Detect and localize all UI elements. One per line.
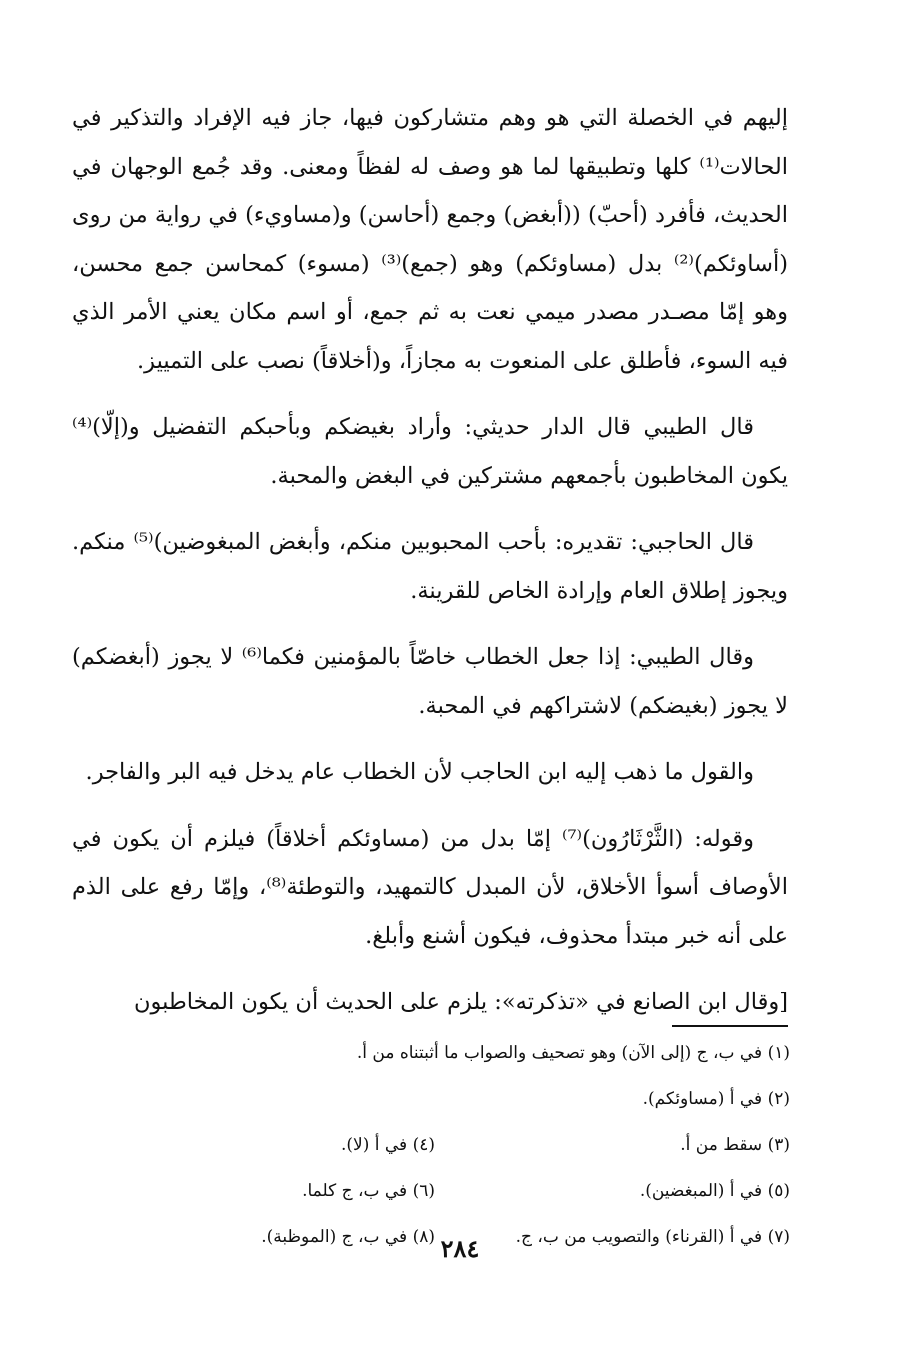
footnote-3: (٣) سقط من أ.: [680, 1135, 790, 1155]
paragraph-3: قال الحاجبي: تقديره: بأحب المحبوبين منكم، وأبغض المبغوضين)⁽⁵⁾ منكم. ويجوز إطلاق العام وإرادة الخاص للقرينة.: [72, 529, 788, 604]
footnote-row-5-6: [80, 1168, 790, 1214]
footnote-1: (١) في ب، ج (إلى الآن) وهو تصحيف والصواب ما أثبتناه من أ.: [356, 1043, 790, 1063]
main-text: [72, 94, 788, 1045]
footnote-7: (٧) في أ (القرناء) والتصويب من ب، ج.: [515, 1227, 790, 1247]
paragraph-5: والقول ما ذهب إليه ابن الحاجب لأن الخطاب عام يدخل فيه البر والفاجر.: [85, 759, 754, 785]
footnote-separator: [672, 1025, 788, 1027]
paragraph-1: إليهم في الخصلة التي هو وهم متشاركون فيها، جاز فيه الإفراد والتذكير في الحالات⁽¹⁾ كلها وتطبيقها لما هو وصف له لفظاً ومعنى. وقد جُمع الوجهان في الحديث، فأفرد (أحبّ) ((أبغض) وجمع (أحاسن) و(مساويء) في رواية من روى (أساوئكم)⁽²⁾ بدل (مساوئكم) وهو (جمع)⁽³⁾ (مسوء) كمحاسن جمع محسن، وهو إمّا مصـدر مصدر ميمي نعت به ثم جمع، أو اسم مكان يعني الأمر الذي فيه السوء، فأطلق على المنعوت به مجازاً، و(أخلاقاً) نصب على التمييز.: [72, 105, 788, 374]
paragraph-4: وقال الطيبي: إذا جعل الخطاب خاصّاً بالمؤمنين فكما⁽⁶⁾ لا يجوز (أبغضكم) لا يجوز (بغيضكم) لاشتراكهم في المحبة.: [72, 644, 788, 719]
paragraph-2: قال الطيبي قال الدار حديثي: وأراد بغيضكم وبأحبكم التفضيل و(إلّا)⁽⁴⁾ يكون المخاطبون بأجمعهم مشتركين في البغض والمحبة.: [72, 414, 788, 489]
paragraph-6: وقوله: (الثَّرْثَارُون)⁽⁷⁾ إمّا بدل من (مساوئكم أخلاقاً) فيلزم أن يكون في الأوصاف أسوأ الأخلاق، لأن المبدل كالتمهيد، والتوطئة⁽⁸⁾، وإمّا رفع على الذم على أنه خبر مبتدأ محذوف، فيكون أشنع وأبلغ.: [72, 825, 788, 949]
paragraph-7: [وقال ابن الصانع في «تذكرته»: يلزم على الحديث أن يكون المخاطبون: [133, 989, 788, 1015]
footnotes: [80, 1030, 790, 1260]
footnote-5: (٥) في أ (المبغضين).: [639, 1181, 790, 1201]
footnote-8: (٨) في ب، ج (الموظبة).: [261, 1227, 435, 1247]
page-number: ٢٨٤: [440, 1234, 480, 1263]
footnote-6: (٦) في ب، ج كلما.: [302, 1181, 435, 1201]
footnote-row-3-4: [80, 1122, 790, 1168]
footnote-2: (٢) في أ (مساوئكم).: [642, 1089, 790, 1109]
footnote-4: (٤) في أ (لا).: [340, 1135, 435, 1155]
